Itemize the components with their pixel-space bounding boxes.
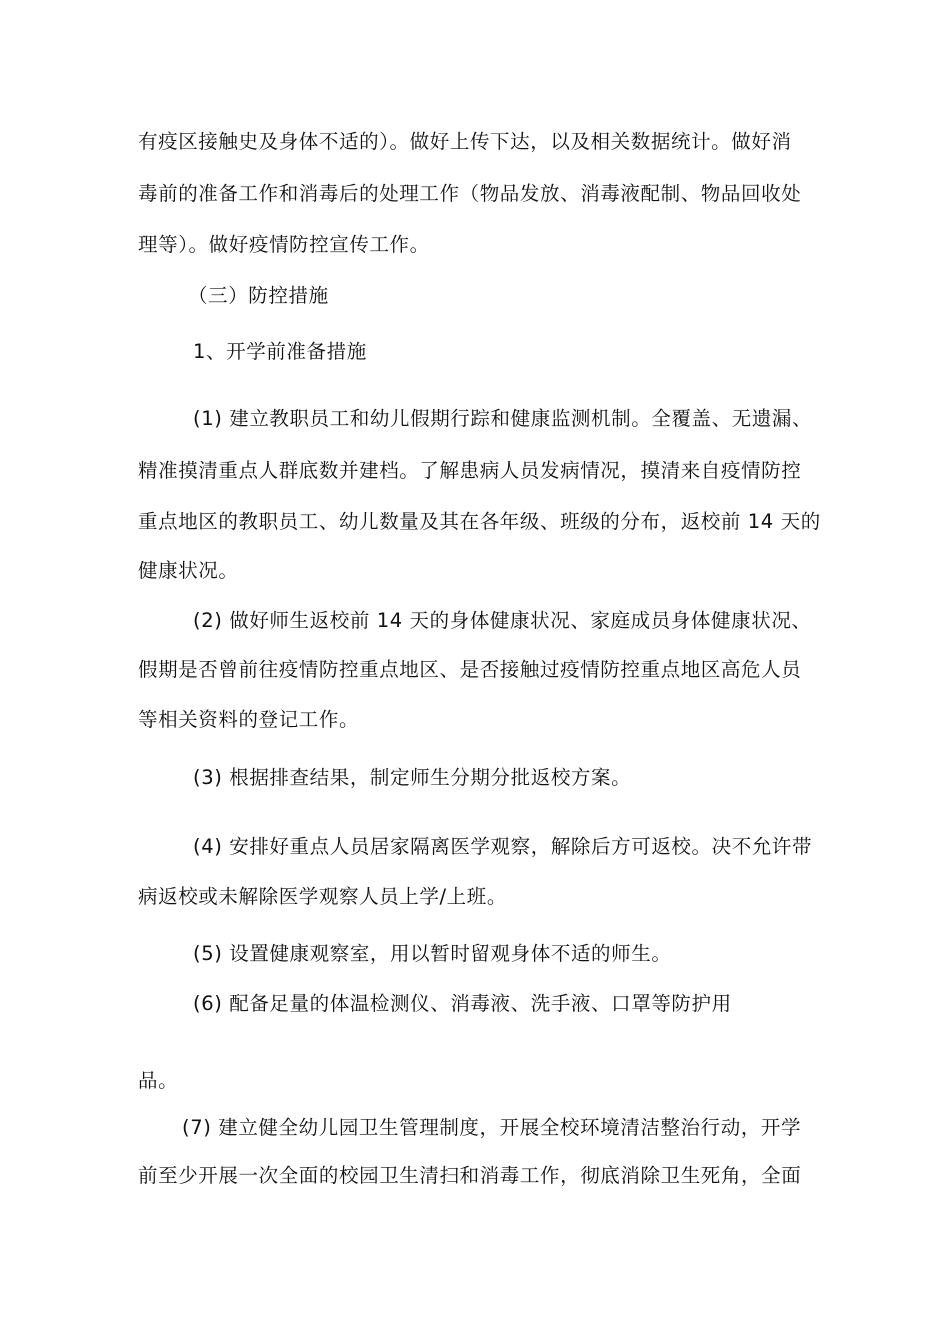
text-line: 品。 — [138, 1069, 179, 1092]
text-line: (3) 根据排查结果，制定师生分期分批返校方案。 — [193, 766, 632, 789]
text-line: (5) 设置健康观察室，用以暂时留观身体不适的师生。 — [193, 942, 672, 965]
text-line: 病返校或未解除医学观察人员上学/上班。 — [138, 885, 507, 908]
text-line: 理等）。做好疫情防控宣传工作。 — [138, 233, 430, 256]
text-line: 前至少开展一次全面的校园卫生清扫和消毒工作，彻底消除卫生死角，全面 — [138, 1164, 802, 1187]
text-line: (7) 建立健全幼儿园卫生管理制度，开展全校环境清洁整治行动，开学 — [182, 1116, 802, 1139]
text-line: 重点地区的教职员工、幼儿数量及其在各年级、班级的分布，返校前 14 天的 — [138, 510, 821, 533]
text-line: 毒前的准备工作和消毒后的处理工作（物品发放、消毒液配制、物品回收处 — [138, 182, 802, 205]
section-heading: （三）防控措施 — [188, 284, 329, 307]
text-line: 等相关资料的登记工作。 — [138, 708, 360, 731]
text-line: 精准摸清重点人群底数并建档。了解患病人员发病情况，摸清来自疫情防控 — [138, 459, 802, 482]
text-line: (4) 安排好重点人员居家隔离医学观察，解除后方可返校。决不允许带 — [193, 835, 813, 858]
text-line: 假期是否曾前往疫情防控重点地区、是否接触过疫情防控重点地区高危人员 — [138, 658, 802, 681]
text-line: (1) 建立教职员工和幼儿假期行踪和健康监测机制。全覆盖、无遗漏、 — [193, 407, 813, 430]
text-line: (2) 做好师生返校前 14 天的身体健康状况、家庭成员身体健康状况、 — [193, 609, 812, 632]
text-line: 健康状况。 — [138, 559, 239, 582]
text-line: 有疫区接触史及身体不适的）。做好上传下达，以及相关数据统计。做好消 — [138, 130, 792, 153]
text-line: (6) 配备足量的体温检测仪、消毒液、洗手液、口罩等防护用 — [193, 992, 732, 1015]
subsection-heading: 1、开学前准备措施 — [193, 340, 367, 363]
